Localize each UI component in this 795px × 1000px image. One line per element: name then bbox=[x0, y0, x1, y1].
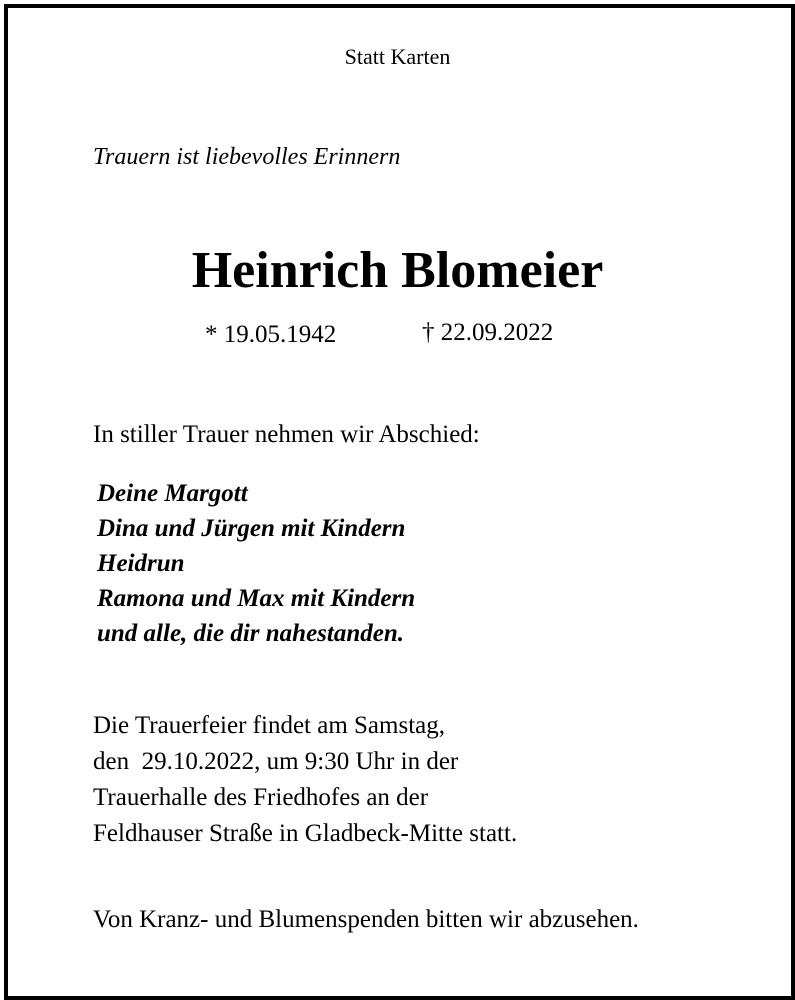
farewell-intro: In stiller Trauer nehmen wir Abschied: bbox=[93, 421, 480, 448]
closing-request: Von Kranz- und Blumenspenden bitten wir abzusehen. bbox=[93, 906, 639, 933]
service-line: Trauerhalle des Friedhofes an der bbox=[93, 784, 429, 811]
service-line: Feldhauser Straße in Gladbeck-Mitte statt. bbox=[93, 820, 518, 847]
service-line: Die Trauerfeier findet am Samstag, bbox=[93, 712, 445, 739]
death-date: † 22.09.2022 bbox=[422, 319, 554, 346]
notice-header: Statt Karten bbox=[344, 44, 451, 69]
motto-text: Trauern ist liebevolles Erinnern bbox=[93, 144, 401, 170]
mourner-line: und alle, die dir nahestanden. bbox=[97, 620, 404, 647]
mourner-line: Heidrun bbox=[97, 550, 185, 577]
mourner-line: Dina und Jürgen mit Kindern bbox=[97, 515, 406, 542]
birth-date: * 19.05.1942 bbox=[205, 321, 337, 348]
mourner-line: Deine Margott bbox=[97, 480, 248, 507]
mourner-line: Ramona und Max mit Kindern bbox=[97, 585, 416, 612]
deceased-name: Heinrich Blomeier bbox=[191, 242, 604, 299]
mourners-list bbox=[97, 476, 415, 651]
service-line: den 29.10.2022, um 9:30 Uhr in der bbox=[93, 748, 459, 775]
funeral-service-details bbox=[93, 708, 517, 852]
